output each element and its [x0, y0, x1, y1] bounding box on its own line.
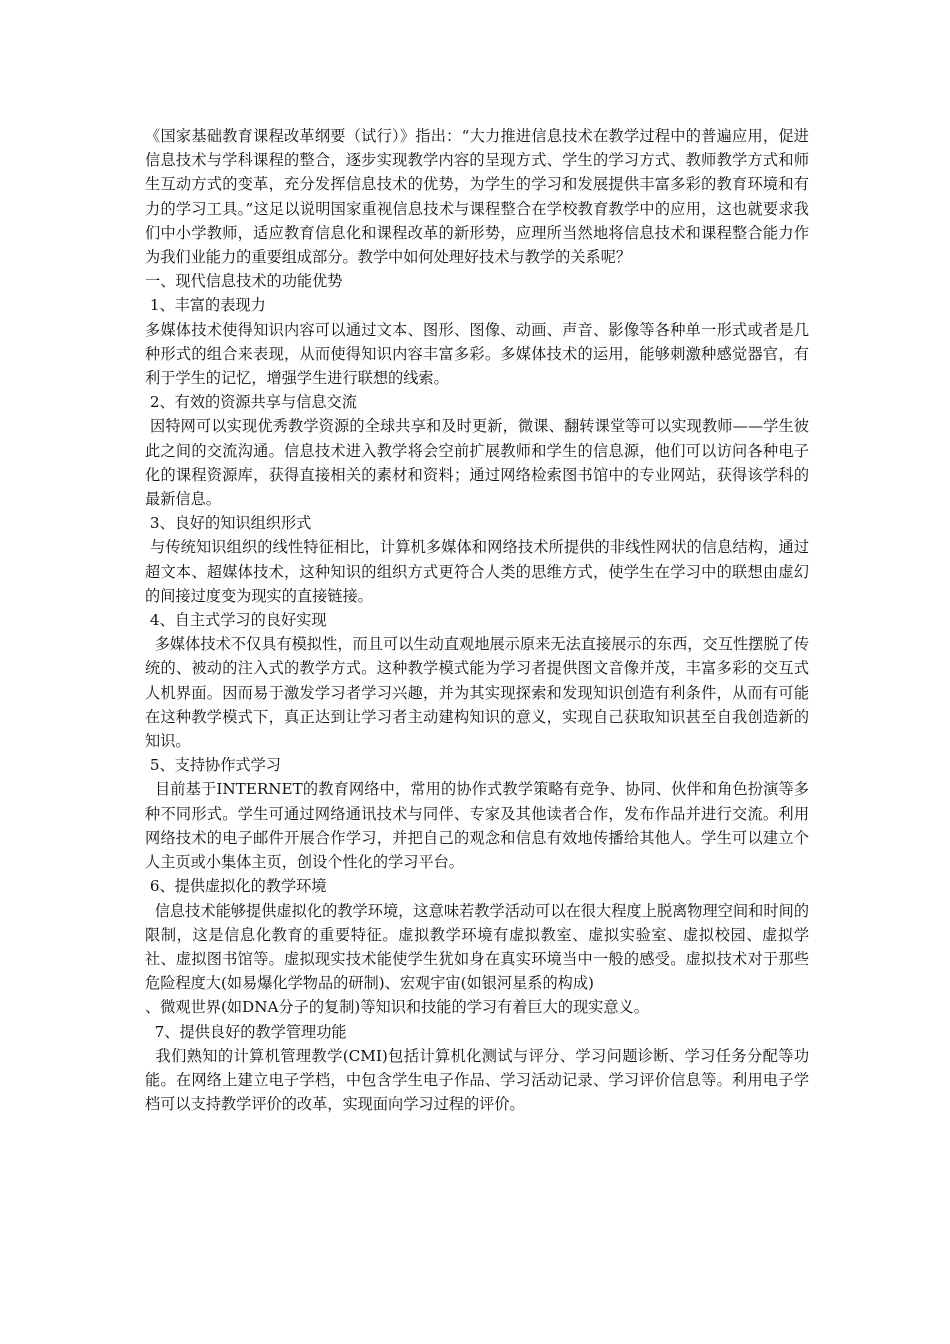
item-body-4: 多媒体技术不仅具有模拟性，而且可以生动直观地展示原来无法直接展示的东西，交互性摆脱了传统的、被动的注入式的教学方式。这种教学模式能为学习者提供图文音像并茂，丰富多彩的交互式人机界面。因而易于激发学习者学习兴趣，并为其实现探索和发现知识创造有利条件，从而有可能在这种教学模式下，真正达到让学习者主动建构知识的意义，实现自己获取知识甚至自我创造新的知识。 — [145, 635, 810, 751]
item-body-6: 信息技术能够提供虚拟化的教学环境，这意味若教学活动可以在很大程度上脱离物理空间和时间的限制，这是信息化教育的重要特征。虚拟教学环境有虚拟教室、虚拟实验室、虚拟校园、虚拟学社、虚拟图书馆等。虚拟现实技术能使学生犹如身在真实环境当中一般的感受。虚拟技术对于那些危险程度大(如易爆化学物品的研制)、宏观宇宙(如银河星系的构成) 、微观世界(如DNA分子的复制)等知识和技能的学习有着巨大的现实意义。 — [145, 901, 810, 1017]
item-body-3: 与传统知识组织的线性特征相比，计算机多媒体和网络技术所提供的非线性网状的信息结构，通过超文本、超媒体技术，这种知识的组织方式更符合人类的思维方式，使学生在学习中的联想由虚幻的间接过度变为现实的直接链接。 — [145, 538, 810, 605]
intro-paragraph: 《国家基础教育课程改革纲要（试行）》指出：“大力推进信息技术在教学过程中的普遍应用，促进信息技术与学科课程的整合，逐步实现教学内容的呈现方式、学生的学习方式、教师教学方式和师生互动方式的变革，充分发挥信息技术的优势，为学生的学习和发展提供丰富多彩的教育环境和有力的学习工具。”这足以说明国家重视信息技术与课程整合在学校教育教学中的应用，这也就要求我们中小学教师，适应教育信息化和课程改革的新形势，应理所当然地将信息技术和课程整合能力作为我们业能力的重要组成部分。教学中如何处理好技术与教学的关系呢？ — [145, 127, 809, 267]
item-body-1: 多媒体技术使得知识内容可以通过文本、图形、图像、动画、声音、影像等各种单一形式或者是几种形式的组合来表现，从而使得知识内容丰富多彩。多媒体技术的运用，能够刺激种感觉器官，有利于学生的记忆，增强学生进行联想的线索。 — [145, 320, 809, 388]
document-page — [145, 124, 809, 1116]
item-heading-6: 6、提供虚拟化的教学环境 — [145, 877, 327, 896]
item-heading-3: 3、良好的知识组织形式 — [145, 514, 312, 533]
item-heading-1: 1、丰富的表现力 — [145, 296, 266, 315]
item-body-5: 目前基于INTERNET的教育网络中，常用的协作式教学策略有竞争、协同、伙伴和角色扮演等多种不同形式。学生可通过网络通讯技术与同伴、专家及其他读者合作，发布作品并进行交流。利用网络技术的电子邮件开展合作学习，并把自己的观念和信息有效地传播给其他人。学生可以建立个人主页或小集体主页，创设个性化的学习平台。 — [145, 780, 809, 872]
item-heading-5: 5、支持协作式学习 — [145, 756, 281, 775]
section-title: 一、现代信息技术的功能优势 — [145, 272, 343, 291]
item-heading-7: 7、提供良好的教学管理功能 — [145, 1022, 347, 1041]
item-heading-4: 4、自主式学习的良好实现 — [145, 611, 327, 630]
item-body-7: 我们熟知的计算机管理教学(CMI)包括计算机化测试与评分、学习问题诊断、学习任务分配等功能。在网络上建立电子学档，中包含学生电子作品、学习活动记录、学习评价信息等。利用电子学档可以支持教学评价的改革，实现面向学习过程的评价。 — [145, 1046, 810, 1114]
item-body-2: 因特网可以实现优秀教学资源的全球共享和及时更新，微课、翻转课堂等可以实现教师——学生彼此之间的交流沟通。信息技术进入教学将会空前扩展教师和学生的信息源，他们可以访问各种电子化的课程资源库，获得直接相关的素材和资料；通过网络检索图书馆中的专业网站，获得该学科的最新信息。 — [145, 417, 810, 509]
item-heading-2: 2、有效的资源共享与信息交流 — [145, 393, 357, 412]
